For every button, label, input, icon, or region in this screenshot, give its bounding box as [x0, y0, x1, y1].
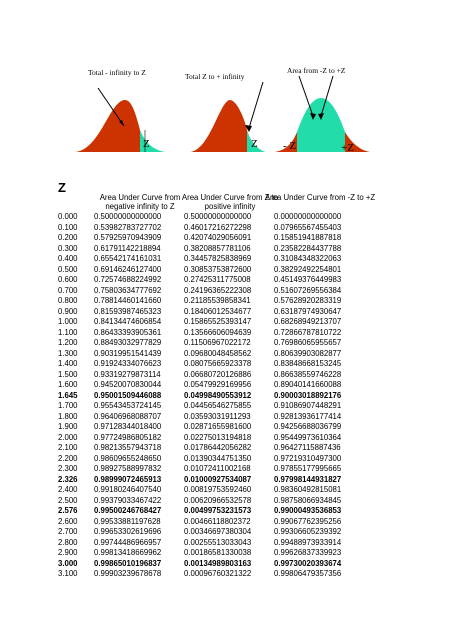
area-value-cell: 0.96406968088707 — [94, 411, 162, 421]
area-value-cell: 0.00819753592460 — [184, 485, 252, 494]
area-value-cell: 0.98758066934845 — [274, 495, 342, 505]
area-value-cell: 0.00466118802372 — [184, 516, 251, 526]
z-value-cell: 2.576 — [58, 506, 78, 515]
area-value-cell: 0.99626837339923 — [274, 548, 342, 557]
area-value-cell: 0.80639903082877 — [274, 348, 342, 358]
z-value-cell: 1.400 — [58, 359, 78, 368]
area-value-cell: 0.00499753231573 — [184, 506, 252, 515]
area-value-cell: 0.99488973933914 — [274, 537, 342, 547]
z-value-cell: 0.900 — [58, 306, 78, 316]
z-value-cell: 2.000 — [58, 432, 78, 442]
area-value-cell: 0.91086907448291 — [274, 401, 342, 410]
area-value-cell: 0.99903239678678 — [94, 569, 162, 578]
area-value-cell: 0.50000000000000 — [184, 212, 252, 221]
area-value-cell: 0.00346697380304 — [184, 527, 252, 536]
area-value-cell: 0.84134474606854 — [94, 317, 162, 326]
area-value-cell: 0.81593987465323 — [94, 306, 162, 316]
z-value-cell: 1.300 — [58, 348, 78, 358]
z-value-cell: 0.200 — [58, 233, 78, 242]
z-value-cell: 2.500 — [58, 495, 78, 505]
area-value-cell: 0.53982783727702 — [94, 222, 162, 232]
area-value-cell: 0.99813418669962 — [94, 548, 162, 557]
area-value-cell: 0.90003018892176 — [274, 390, 342, 400]
area-value-cell: 0.72574688224992 — [94, 275, 162, 284]
area-value-cell: 0.02275013194818 — [184, 432, 252, 442]
area-value-cell: 0.23582284437788 — [274, 243, 342, 253]
area-value-cell: 0.18406012534677 — [184, 306, 252, 316]
column-header-two-sided: Area Under Curve from -Z to +Z — [264, 193, 376, 202]
z-value-cell: 1.700 — [58, 401, 78, 410]
column-header-left-tail: Area Under Curve from negative infinity to Z — [99, 193, 181, 211]
area-value-cell: 0.72866787810722 — [274, 327, 342, 337]
area-value-cell: 0.99379033467422 — [94, 495, 162, 505]
area-value-cell: 0.08075665923378 — [184, 359, 252, 368]
area-value-cell: 0.99806479357356 — [274, 569, 342, 578]
z-column-heading: Z — [58, 180, 66, 195]
area-value-cell: 0.99067762395256 — [274, 516, 342, 526]
z-value-cell: 1.645 — [58, 390, 78, 400]
plus-z-marker: +Z — [341, 142, 354, 154]
area-value-cell: 0.13566606094639 — [184, 327, 252, 337]
z-value-cell: 2.300 — [58, 464, 78, 473]
column-header-right-tail: Area Under Curve from Z to positive infinity — [181, 193, 279, 211]
z-value-cell: 0.600 — [58, 275, 78, 284]
area-value-cell: 0.96427115887436 — [274, 443, 341, 452]
area-value-cell: 0.97855177995665 — [274, 464, 342, 473]
area-value-cell: 0.76986065955657 — [274, 338, 342, 347]
z-value-cell: 1.800 — [58, 411, 78, 421]
area-value-cell: 0.00620966532578 — [184, 495, 252, 505]
area-value-cell: 0.90319951541439 — [94, 348, 162, 358]
minus-z-marker: - Z — [283, 140, 297, 152]
z-value-cell: 1.500 — [58, 369, 78, 379]
area-value-cell: 0.09680048458562 — [184, 348, 252, 358]
z-value-cell: 2.100 — [58, 443, 78, 452]
area-value-cell: 0.68268949213707 — [274, 317, 342, 326]
z-value-cell: 2.900 — [58, 548, 78, 557]
area-value-cell: 0.31084348322063 — [274, 254, 342, 263]
area-value-cell: 0.11506967022172 — [184, 338, 251, 347]
area-value-cell: 0.24196365222308 — [184, 285, 252, 295]
area-value-cell: 0.97128344018400 — [94, 422, 162, 431]
area-value-cell: 0.95001509446088 — [94, 390, 162, 400]
area-value-cell: 0.02871655981600 — [184, 422, 252, 431]
area-value-cell: 0.89040141660088 — [274, 380, 342, 389]
z-value-cell: 2.400 — [58, 485, 78, 494]
z-value-cell: 2.326 — [58, 474, 78, 484]
area-value-cell: 0.99500246768427 — [94, 506, 162, 515]
area-value-cell: 0.99744486966957 — [94, 537, 162, 547]
z-marker: Z — [143, 138, 150, 150]
area-value-cell: 0.91924334076623 — [94, 359, 162, 368]
figure-title: Area from -Z to +Z — [287, 66, 346, 75]
area-value-cell: 0.00186581330038 — [184, 548, 252, 557]
area-value-cell: 0.99865010196837 — [94, 558, 162, 568]
area-value-cell: 0.01000927534087 — [184, 474, 252, 484]
area-value-cell: 0.38208857781106 — [184, 243, 251, 253]
area-value-cell: 0.15851941887818 — [274, 233, 342, 242]
area-value-cell: 0.99653302619696 — [94, 527, 162, 536]
z-value-cell: 1.200 — [58, 338, 78, 347]
area-value-cell: 0.01072411002168 — [184, 464, 251, 473]
z-value-cell: 0.000 — [58, 212, 78, 221]
area-value-cell: 0.95543453724145 — [94, 401, 162, 410]
area-value-cell: 0.98360492815081 — [274, 485, 342, 494]
z-value-cell: 0.700 — [58, 285, 78, 295]
area-value-cell: 0.46017216272298 — [184, 222, 252, 232]
area-value-cell: 0.97998144931827 — [274, 474, 342, 484]
area-value-cell: 0.50000000000000 — [94, 212, 162, 221]
area-value-cell: 0.78814460141660 — [94, 296, 162, 305]
figure-title: Total Z to + infinity — [185, 72, 245, 81]
area-value-cell: 0.05479929169956 — [184, 380, 252, 389]
z-marker: Z — [251, 138, 258, 150]
area-value-cell: 0.04998490553912 — [184, 390, 252, 400]
area-value-cell: 0.98999072465913 — [94, 474, 162, 484]
area-value-cell: 0.92813936177414 — [274, 411, 342, 421]
area-value-cell: 0.88493032977829 — [94, 338, 162, 347]
figure-two-sided — [275, 60, 385, 160]
area-value-cell: 0.01390344751350 — [184, 453, 252, 463]
area-value-cell: 0.98609655248650 — [94, 453, 162, 463]
area-value-cell: 0.01786442056282 — [184, 443, 252, 452]
area-value-cell: 0.57925970943909 — [94, 233, 162, 242]
z-value-cell: 2.800 — [58, 537, 78, 547]
z-value-cell: 1.900 — [58, 422, 78, 431]
z-value-cell: 3.000 — [58, 558, 78, 568]
z-value-cell: 2.600 — [58, 516, 78, 526]
z-value-cell: 2.700 — [58, 527, 78, 536]
area-value-cell: 0.21185539858341 — [184, 296, 251, 305]
area-value-cell: 0.98213557943718 — [94, 443, 162, 452]
area-value-cell: 0.51607269556384 — [274, 285, 342, 295]
area-value-cell: 0.57628920283319 — [274, 296, 342, 305]
area-value-cell: 0.93319279873114 — [94, 369, 161, 379]
area-value-cell: 0.42074029056091 — [184, 233, 252, 242]
z-value-cell: 0.400 — [58, 254, 78, 263]
area-value-cell: 0.27425311775008 — [184, 275, 251, 284]
z-value-cell: 1.000 — [58, 317, 78, 326]
z-value-cell: 1.600 — [58, 380, 78, 389]
area-value-cell: 0.99000493536853 — [274, 506, 342, 515]
area-value-cell: 0.00134989803163 — [184, 558, 252, 568]
area-value-cell: 0.99730020393674 — [274, 558, 342, 568]
area-value-cell: 0.95449973610364 — [274, 432, 342, 442]
z-value-cell: 2.200 — [58, 453, 78, 463]
area-value-cell: 0.98927588997832 — [94, 464, 162, 473]
figure-title: Total - infinity to Z — [88, 68, 146, 77]
figure-left-tail — [70, 60, 180, 160]
area-value-cell: 0.86638559746228 — [274, 369, 342, 379]
area-value-cell: 0.38292492254801 — [274, 264, 342, 274]
area-value-cell: 0.04456546275855 — [184, 401, 252, 410]
z-value-cell: 0.300 — [58, 243, 78, 253]
z-value-cell: 0.100 — [58, 222, 78, 232]
z-value-cell: 0.800 — [58, 296, 78, 305]
z-value-cell: 0.500 — [58, 264, 78, 274]
area-value-cell: 0.99533881197628 — [94, 516, 161, 526]
area-value-cell: 0.06680720126886 — [184, 369, 252, 379]
area-value-cell: 0.75803634777692 — [94, 285, 162, 295]
area-value-cell: 0.45149376449983 — [274, 275, 342, 284]
area-value-cell: 0.30853753872600 — [184, 264, 252, 274]
area-value-cell: 0.94256688036799 — [274, 422, 342, 431]
z-value-cell: 1.100 — [58, 327, 78, 337]
area-value-cell: 0.97724986805182 — [94, 432, 162, 442]
area-value-cell: 0.34457825838969 — [184, 254, 252, 263]
area-value-cell: 0.61791142218894 — [94, 243, 161, 253]
area-value-cell: 0.15865525393147 — [184, 317, 252, 326]
area-value-cell: 0.65542174161031 — [94, 254, 162, 263]
area-value-cell: 0.00096760321322 — [184, 569, 252, 578]
area-value-cell: 0.86433393905361 — [94, 327, 162, 337]
area-value-cell: 0.69146246127400 — [94, 264, 162, 274]
area-value-cell: 0.63187974930647 — [274, 306, 342, 316]
area-value-cell: 0.97219310497300 — [274, 453, 342, 463]
area-value-cell: 0.99180246407540 — [94, 485, 162, 494]
area-value-cell: 0.83848668153245 — [274, 359, 342, 368]
area-value-cell: 0.07965567455403 — [274, 222, 342, 232]
area-value-cell: 0.94520070830044 — [94, 380, 162, 389]
area-value-cell: 0.03593031911293 — [184, 411, 251, 421]
z-value-cell: 3.100 — [58, 569, 78, 578]
area-value-cell: 0.00255513033043 — [184, 537, 252, 547]
area-value-cell: 0.99306605239392 — [274, 527, 342, 536]
area-value-cell: 0.00000000000000 — [274, 212, 342, 221]
